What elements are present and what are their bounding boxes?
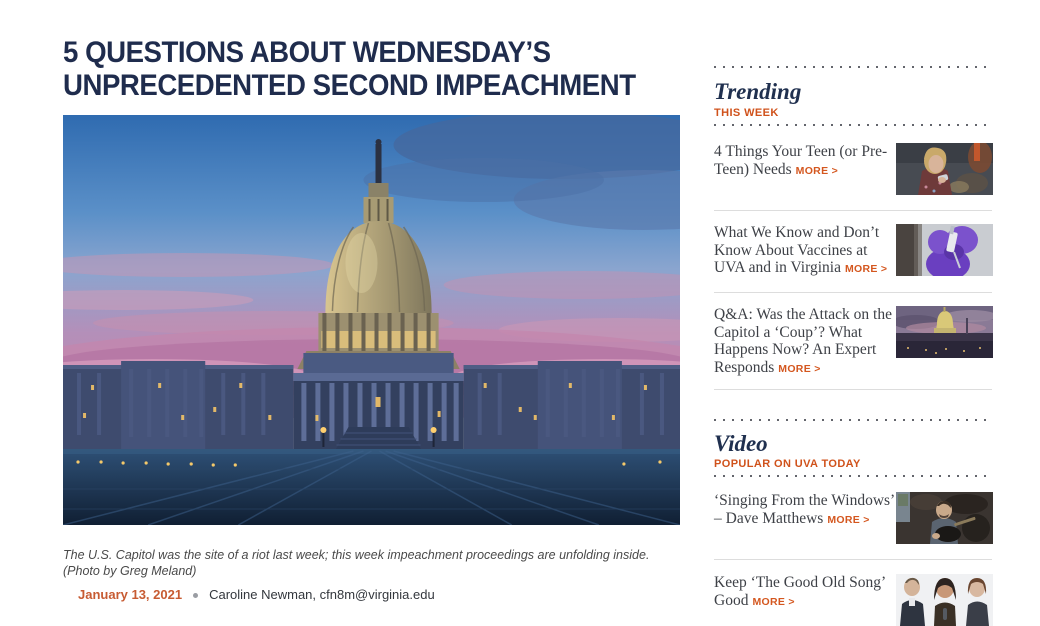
thumbnail-purple-gloves-vaccine: [896, 224, 993, 276]
hero-image-us-capitol: [63, 115, 680, 525]
video-item-text: [714, 568, 896, 611]
trending-subheading: THIS WEEK: [714, 107, 779, 119]
thumbnail-man-playing-guitar: [896, 492, 993, 544]
thumbnail-girl-crafting: [896, 143, 993, 195]
dotted-divider: [714, 66, 992, 69]
trending-item-title: What We Know and Don’t Know About Vaccines at UVA and in Virginia: [714, 224, 880, 276]
more-link[interactable]: MORE >: [795, 164, 839, 177]
more-link[interactable]: MORE >: [778, 362, 821, 375]
publish-date[interactable]: January 13, 2021: [78, 587, 183, 602]
page-title: [63, 36, 703, 102]
trending-item-capitol-coup[interactable]: [714, 300, 993, 378]
plaza: [63, 449, 680, 525]
trending-item-text: [714, 300, 896, 378]
item-separator: [714, 559, 992, 560]
trending-item-teen-needs[interactable]: [714, 137, 993, 180]
thumbnail-three-presenters: [896, 574, 993, 626]
capitol-building: [63, 353, 680, 459]
item-separator: [714, 389, 992, 390]
author-email-link[interactable]: Caroline Newman, cfn8m@virginia.edu: [209, 587, 435, 602]
trending-item-text: [714, 218, 896, 279]
item-separator: [714, 292, 992, 293]
more-link[interactable]: MORE >: [827, 513, 870, 526]
trending-item-title: 4 Things Your Teen (or Pre-Teen) Needs: [714, 143, 888, 178]
trending-item-text: [714, 137, 896, 180]
video-heading: Video: [714, 431, 768, 456]
more-link[interactable]: MORE >: [752, 595, 795, 608]
video-item-title: Keep ‘The Good Old Song’ Good: [714, 574, 886, 609]
page-title-line1: 5 QUESTIONS ABOUT WEDNESDAY’S: [63, 36, 551, 69]
trending-item-title: Q&A: Was the Attack on the Capitol a ‘Coup’? What Happens Now? An Expert Responds: [714, 306, 892, 376]
video-subheading: POPULAR ON UVA TODAY: [714, 458, 861, 470]
byline: [63, 587, 690, 602]
video-item-text: [714, 486, 896, 529]
item-separator: [714, 210, 992, 211]
video-item-title: ‘Singing From the Windows’ – Dave Matthews: [714, 492, 895, 527]
dotted-divider: [714, 419, 992, 422]
video-item-dave-matthews[interactable]: [714, 486, 993, 529]
dotted-divider: [714, 124, 992, 127]
dotted-divider: [714, 475, 992, 478]
dot-separator: [193, 593, 198, 598]
video-item-good-old-song[interactable]: [714, 568, 993, 611]
trending-heading: Trending: [714, 79, 802, 104]
trending-item-vaccines[interactable]: [714, 218, 993, 279]
more-link[interactable]: MORE >: [844, 263, 888, 275]
page-title-line2: UNPRECEDENTED SECOND IMPEACHMENT: [63, 69, 636, 102]
photo-caption: The U.S. Capitol was the site of a riot last week; this week impeachment proceedings are unfolding inside. (Photo by Greg Meland): [63, 547, 650, 578]
thumbnail-capitol-dome-dusk: [896, 306, 993, 358]
